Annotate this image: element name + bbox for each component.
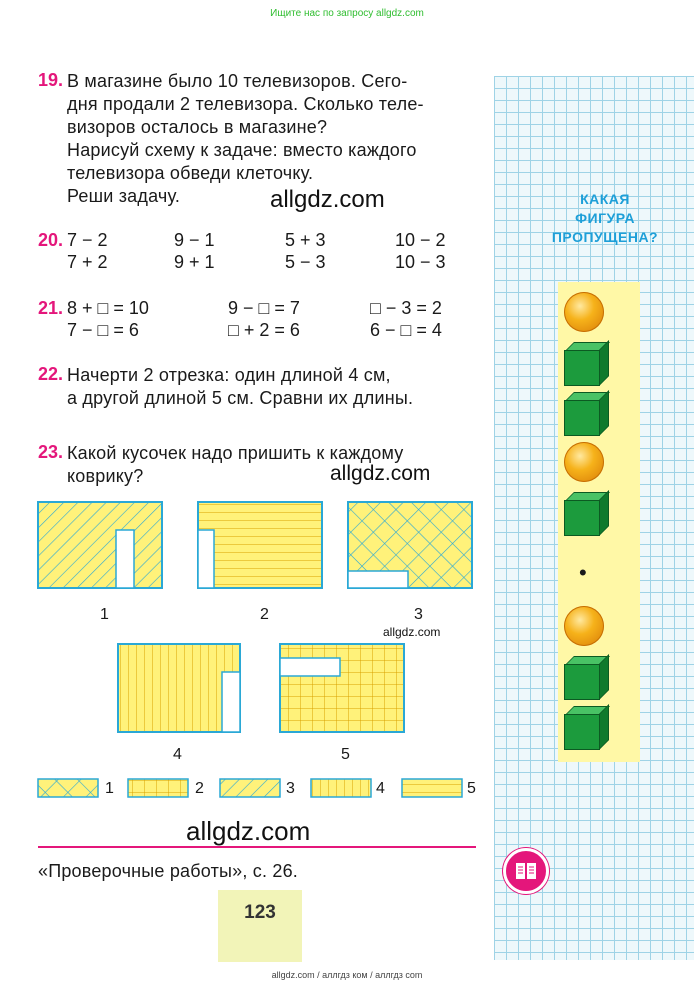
rug-1	[38, 502, 162, 588]
task-line: Реши задачу.	[67, 186, 181, 206]
expression: 10 − 2	[395, 230, 446, 250]
piece-label: 3	[286, 780, 295, 797]
task-line: коврику?	[67, 466, 144, 486]
task-19-number: 19.	[38, 70, 64, 90]
expression: 5 − 3	[285, 252, 326, 272]
piece-1	[38, 779, 98, 797]
task-21-number: 21.	[38, 298, 64, 318]
expression: 9 − 1	[174, 230, 215, 250]
task-line: В магазине было 10 телевизоров. Сего-	[67, 71, 408, 91]
missing-shape-dot: •	[579, 560, 587, 585]
piece-5	[402, 779, 462, 797]
rug-label: 4	[173, 746, 182, 763]
task-23-number: 23.	[38, 442, 64, 462]
task-line: визоров осталось в магазине?	[67, 117, 328, 137]
rug-2	[198, 502, 322, 588]
equation: 7 − □ = 6	[67, 320, 139, 340]
sidebar-title-line: ПРОПУЩЕНА?	[551, 229, 659, 245]
task-line: Какой кусочек надо пришить к каждому	[67, 443, 404, 463]
page-number-box	[218, 890, 302, 962]
sidebar-title-line: КАКАЯ	[580, 191, 630, 207]
piece-label: 1	[105, 780, 114, 797]
rug-3	[348, 502, 472, 588]
expression: 7 − 2	[67, 230, 108, 250]
piece-label: 5	[467, 780, 476, 797]
equation: □ − 3 = 2	[370, 298, 442, 318]
task-line: Нарисуй схему к задаче: вместо каждого	[67, 140, 417, 160]
task-line: а другой длиной 5 см. Сравни их длины.	[67, 388, 414, 408]
expression: 10 − 3	[395, 252, 446, 272]
piece-4	[311, 779, 371, 797]
task-20-number: 20.	[38, 230, 64, 250]
equation: □ + 2 = 6	[228, 320, 300, 340]
piece-label: 4	[376, 780, 385, 797]
rug-label: 5	[341, 746, 350, 763]
bottom-note: allgdz.com / аллгдз ком / аллгдз com	[271, 970, 423, 980]
piece-3	[220, 779, 280, 797]
piece-2	[128, 779, 188, 797]
equation: 9 − □ = 7	[228, 298, 300, 318]
book-icon	[503, 848, 549, 894]
equation: 6 − □ = 4	[370, 320, 442, 340]
task-line: Начерти 2 отрезка: один длиной 4 см,	[67, 365, 391, 385]
piece-label: 2	[195, 780, 204, 797]
reference-text: «Проверочные работы», с. 26.	[38, 861, 298, 881]
equation: 8 + □ = 10	[67, 298, 149, 318]
expression: 7 + 2	[67, 252, 108, 272]
divider	[38, 846, 476, 848]
rug-label: 2	[260, 606, 269, 623]
watermark: allgdz.com	[383, 625, 441, 639]
watermark: allgdz.com	[330, 462, 431, 485]
watermark: allgdz.com	[270, 186, 385, 213]
rug-label: 1	[100, 606, 109, 623]
task-22-number: 22.	[38, 364, 64, 384]
rug-5	[280, 644, 404, 732]
top-note: Ищите нас по запросу allgdz.com	[270, 8, 424, 19]
rug-label: 3	[414, 606, 423, 623]
sidebar-title-line: ФИГУРА	[575, 210, 635, 226]
task-line: телевизора обведи клеточку.	[67, 163, 314, 183]
page-number: 123	[244, 902, 276, 923]
book-glyph-icon	[506, 851, 546, 891]
expression: 9 + 1	[174, 252, 215, 272]
task-line: дня продали 2 телевизора. Сколько теле-	[67, 94, 424, 114]
rug-4	[118, 644, 240, 732]
watermark: allgdz.com	[186, 816, 311, 846]
expression: 5 + 3	[285, 230, 326, 250]
